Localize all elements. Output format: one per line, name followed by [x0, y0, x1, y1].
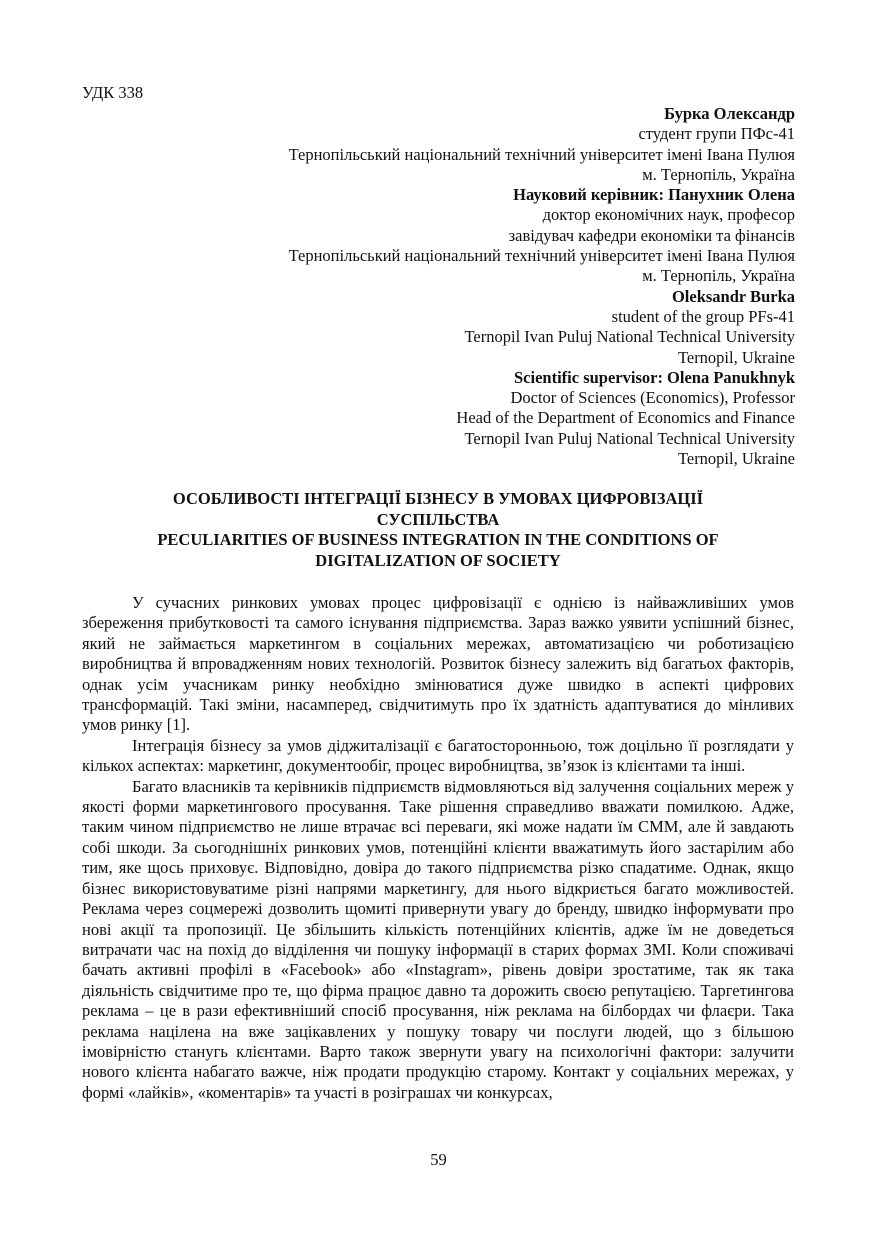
en-author-city: Ternopil, Ukraine — [677, 347, 795, 367]
ua-author-name: Бурка Олександр — [664, 104, 795, 123]
ua-author-city: м. Тернопіль, Україна — [642, 164, 795, 184]
en-title-line-1: PECULIARITIES OF BUSINESS INTEGRATION IN THE CONDITIONS OF — [157, 530, 719, 549]
en-supervisor-degree: Doctor of Sciences (Economics), Professor — [510, 388, 795, 408]
ua-author-group: студент групи ПФс-41 — [638, 124, 795, 144]
ua-title-line-1: ОСОБЛИВОСТІ ІНТЕГРАЦІЇ БІЗНЕСУ В УМОВАХ ЦИФРОВІЗАЦІЇ — [172, 489, 704, 508]
udk-code: УДК 338 — [82, 83, 144, 102]
body-paragraph-2: Інтеграція бізнесу за умов діджиталізації є багатосторонньою, тож доцільно її розглядати у кількох аспектах: маркетинг, документообіг, процес виробництва, зв’язок із клієнтами та інші. — [82, 735, 794, 776]
body-paragraph-3: Багато власників та керівників підприємств відмовляються від залучення соціальних мереж у якості форми маркетингового просування. Таке рішення справедливо вважати помилкою. Адже, таким чином підприємство не лише втрачає всі переваги, які може надати їм СММ, але й завдають собі шкоди. За сьогоднішніх ринкових умов, потенційні клієнти вважатимуть його застарілим або тим, яке щось приховує. Відповідно, довіра до такого підприємства різко спадатиме. Однак, якщо бізнес використовуватиме різні напрями маркетингу, для нього відкриється багато можливостей. Реклама через соцмережі дозволить щомиті привернути увагу до бренду, швидко інформувати про нові акції та пропозиції. Це збільшить кількість потенційних клієнтів, адже їм не доведеться витрачати час на похід до відділення чи пошуку інформації в старих формах ЗМІ. Коли споживачі бачать активні профілі в «Facebook» або «Instagram», рівень довіри зростатиме, так як така діяльність свідчитиме про те, що фірма працює давно та дорожить своєю репутацією. Таргетингова реклама – це в рази ефективніший спосіб просування, ніж реклама на білбордах чи флаєри. Така реклама націлена на вже зацікавлених у пошуку товару чи послуги людей, що з більшою імовірністю станугь клієнтами. Варто також звернути увагу на психологічні фактори: залучити нового клієнта набагато важче, ніж продати продукцію старому. Контакт у соціальних мережах, у формі «лайків», «коментарів» та участі в розіграшах чи конкурсах, — [82, 776, 794, 1102]
ua-author-university: Тернопільський національний технічний університет імені Івана Пулюя — [288, 144, 795, 164]
ua-supervisor-city: м. Тернопіль, Україна — [642, 266, 795, 286]
en-author-university: Ternopil Ivan Puluj National Technical University — [464, 327, 795, 347]
body-paragraph-1: У сучасних ринкових умовах процес цифровізації є однією із найважливіших умов збереження прибутковості та самого існування підприємства. Зараз важко уявити успішний бізнес, який не займається маркетингом в соціальних мережах, автоматизацією чи роботизацією виробництва й впровадженням нових технологій. Розвиток бізнесу залежить від багатьох факторів, однак усім учасникам ринку необхідно змінюватися дуже швидко в аспекті цифрових трансформацій. Такі зміни, насамперед, свідчитимуть про їх здатність адаптуватися до мінливих умов ринку [1]. — [82, 593, 794, 735]
ua-supervisor-university: Тернопільський національний технічний університет імені Івана Пулюя — [288, 246, 795, 266]
article-title — [82, 489, 794, 571]
en-supervisor-city: Ternopil, Ukraine — [677, 449, 795, 469]
en-title-line-2: DIGITALIZATION OF SOCIETY — [315, 550, 561, 570]
ua-title-line-2: СУСПІЛЬСТВА — [376, 509, 500, 529]
ua-supervisor-degree: доктор економічних наук, професор — [542, 205, 795, 225]
en-author-group: student of the group PFs-41 — [611, 306, 795, 326]
ua-supervisor-position: завідувач кафедри економіки та фінансів — [508, 225, 795, 245]
en-supervisor-name: Scientific supervisor: Olena Panukhnyk — [514, 367, 795, 387]
ua-supervisor-name: Науковий керівник: Панухник Олена — [513, 185, 795, 205]
en-supervisor-position: Head of the Department of Economics and Finance — [456, 408, 795, 428]
en-supervisor-university: Ternopil Ivan Puluj National Technical University — [464, 428, 795, 448]
en-author-name: Oleksandr Burka — [671, 286, 795, 306]
author-info-block — [95, 104, 795, 469]
page-number: 59 — [430, 1150, 447, 1169]
article-body — [82, 593, 794, 1103]
